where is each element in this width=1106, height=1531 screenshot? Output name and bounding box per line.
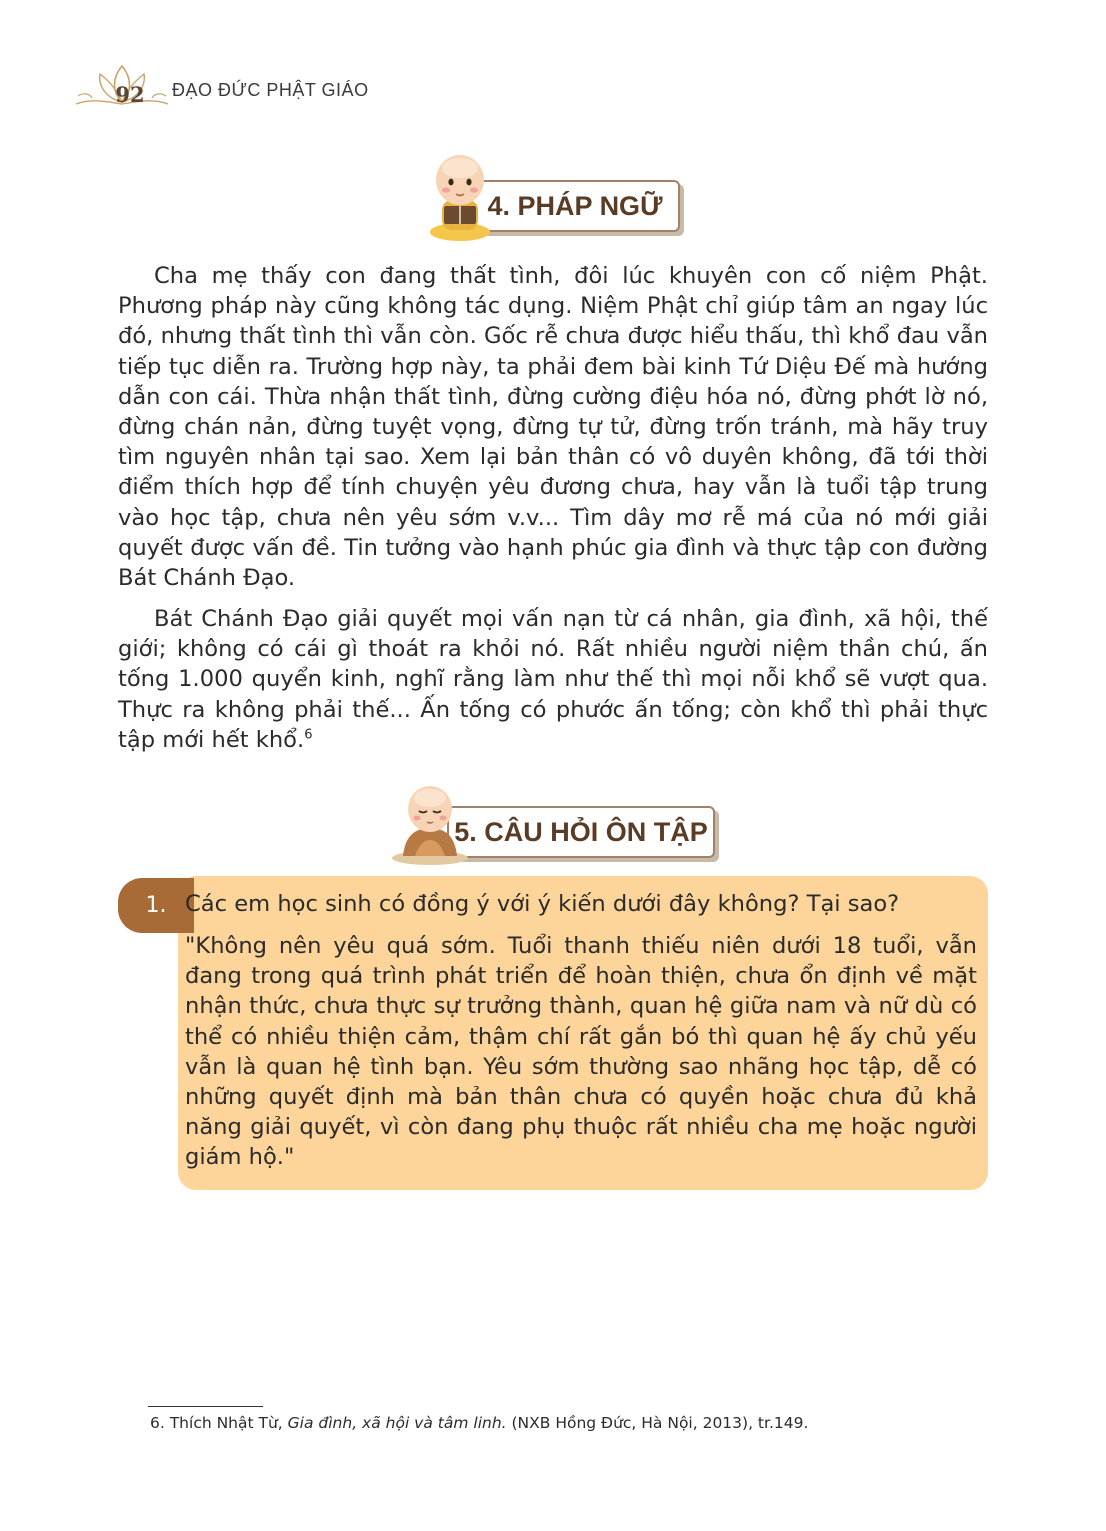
paragraph <box>118 604 988 755</box>
section-heading-phap-ngu <box>420 150 685 240</box>
footnote-divider <box>148 1406 263 1407</box>
paragraph-text: Bát Chánh Đạo giải quyết mọi vấn nạn từ cá nhân, gia đình, xã hội, thế giới; không có cái gì thoát ra khỏi nó. Rất nhiều người niệm thần chú, ấn tống 1.000 quyển kinh, nghĩ rằng làm như thế thì mọi nỗi khổ sẽ vượt qua. Thực ra không phải thế... Ấn tống có phước ấn tống; còn khổ thì phải thực tập mới hết khổ. <box>118 606 988 753</box>
footnote-book-title: Gia đình, xã hội và tâm linh. <box>287 1414 507 1432</box>
question-quote: "Không nên yêu quá sớm. Tuổi thanh thiếu niên dưới 18 tuổi, vẫn đang trong quá trình phát triển để hoàn thiện, chưa ổn định về mặt nhận thức, chưa thực sự trưởng thành, quan hệ giữa nam và nữ dù có thể có nhiều thiện cảm, thậm chí rất gắn bó thì quan hệ ấy chủ yếu vẫn là quan hệ tình bạn. Yêu sớm thường sao nhãng học tập, dễ có những quyết định mà bản thân chưa có quyền hoặc chưa đủ khả năng giải quyết, vì còn đang phụ thuộc rất nhiều cha mẹ hoặc người giám hộ." <box>185 933 977 1171</box>
footnote-reference: 6 <box>304 727 313 743</box>
section-title-box <box>447 806 715 858</box>
page-number: 92 <box>115 82 145 107</box>
monk-reading-icon <box>420 150 500 242</box>
footnote-suffix: (NXB Hồng Đức, Hà Nội, 2013), tr.149. <box>506 1414 809 1432</box>
footnote-prefix: 6. Thích Nhật Từ, <box>150 1414 288 1432</box>
book-title: ĐẠO ĐỨC PHẬT GIÁO <box>172 80 369 100</box>
question-number: 1. <box>118 878 194 933</box>
question-text: Các em học sinh có đồng ý với ý kiến dưới đây không? Tại sao? <box>185 891 900 917</box>
section-title: 5. CÂU HỎI ÔN TẬP <box>454 816 708 847</box>
paragraph: Cha mẹ thấy con đang thất tình, đôi lúc khuyên con cố niệm Phật. Phương pháp này cũng không tác dụng. Niệm Phật chỉ giúp tâm an ngay lúc đó, nhưng thất tình thì vẫn còn. Gốc rễ chưa được hiểu thấu, thì khổ đau vẫn tiếp tục diễn ra. Trường hợp này, ta phải đem bài kinh Tứ Diệu Đế mà hướng dẫn con cái. Thừa nhận thất tình, đừng cường điệu hóa nó, đừng phớt lờ nó, đừng chán nản, đừng tuyệt vọng, đừng tự tử, đừng trốn tránh, mà hãy truy tìm nguyên nhân tại sao. Xem lại bản thân có vô duyên không, đã tới thời điểm thích hợp để tính chuyện yêu đương chưa, hay vẫn là tuổi tập trung vào học tập, chưa nên yêu sớm v.v... Tìm dây mơ rễ má của nó mới giải quyết được vấn đề. Tin tưởng vào hạnh phúc gia đình và thực tập con đường Bát Chánh Đạo. <box>118 263 988 592</box>
page-header <box>72 62 402 112</box>
section-heading-cau-hoi-on-tap <box>385 782 720 872</box>
section-title: 4. PHÁP NGỮ <box>487 190 663 221</box>
footnote <box>150 1414 1030 1432</box>
section-title-box <box>470 180 680 232</box>
monk-meditating-icon <box>385 782 475 866</box>
